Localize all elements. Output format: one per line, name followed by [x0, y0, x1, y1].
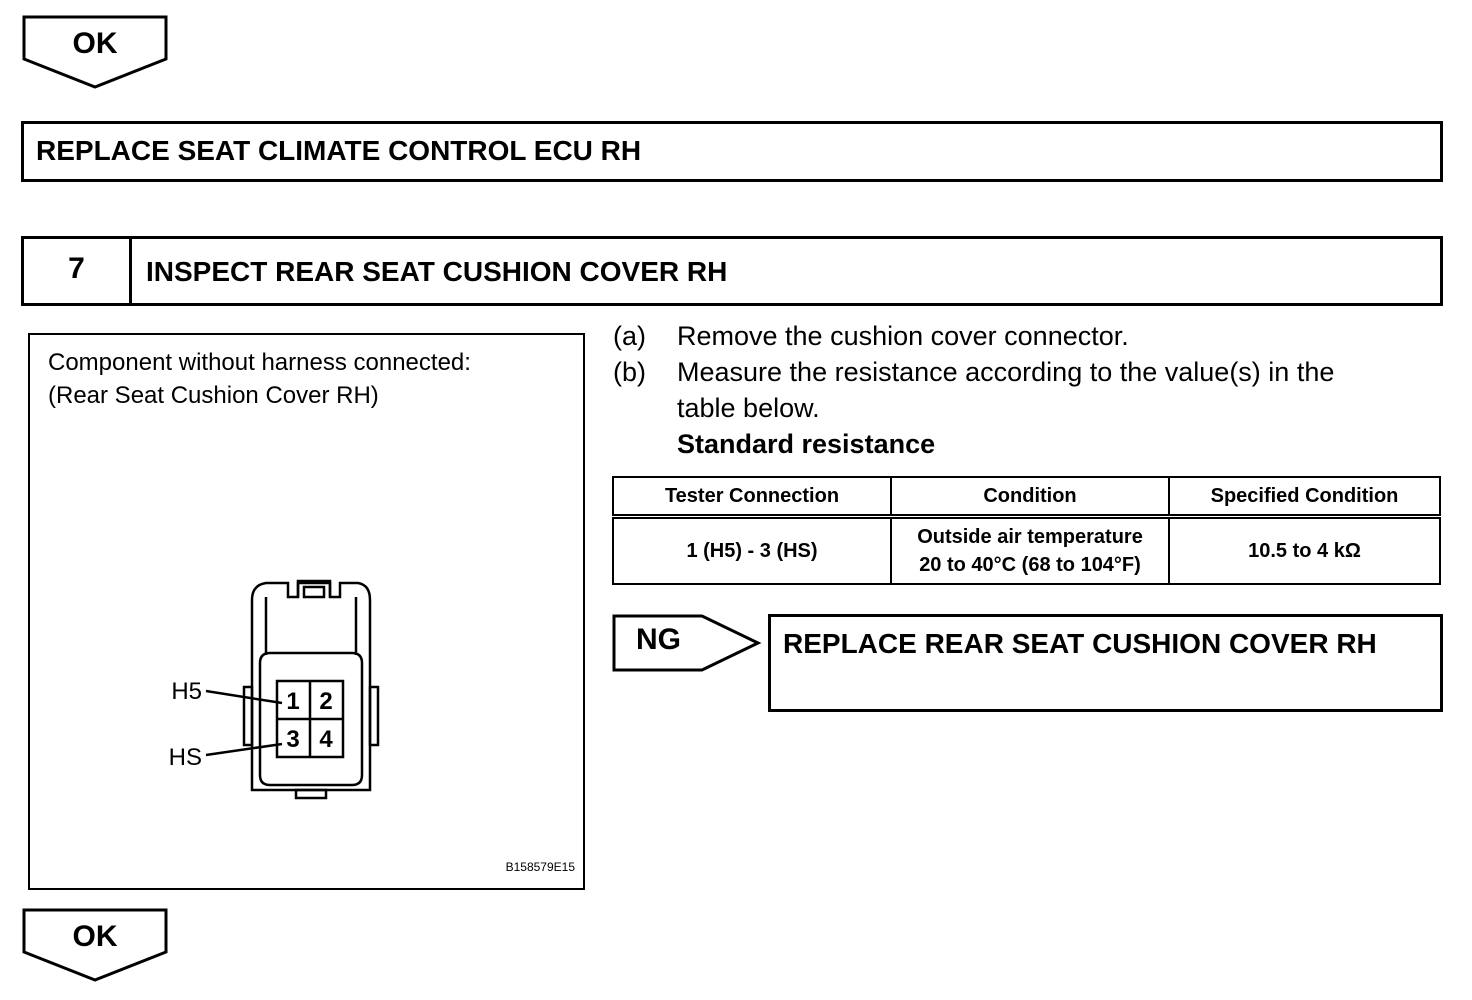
instruction-a-letter: (a) — [613, 321, 646, 351]
ng-flag — [612, 614, 762, 672]
figure-id: B158579E15 — [505, 860, 575, 874]
ok-flag-bottom — [22, 908, 168, 982]
ng-arrow-right-icon — [612, 614, 762, 672]
pin-3-label: 3 — [286, 726, 300, 753]
step-header — [21, 236, 1443, 306]
ng-action-box — [768, 614, 1443, 712]
callout-hs: HS — [168, 744, 202, 771]
pin-1-label: 1 — [286, 688, 300, 715]
cell-condition-line1: Outside air temperature — [917, 526, 1143, 548]
ng-action-text: REPLACE REAR SEAT CUSHION COVER RH — [783, 628, 1377, 659]
ok-flag-top — [22, 15, 168, 89]
replace-ecu-text: REPLACE SEAT CLIMATE CONTROL ECU RH — [36, 135, 642, 166]
standard-resistance-table — [612, 476, 1441, 585]
cell-connection: 1 (H5) - 3 (HS) — [613, 517, 891, 585]
connector-drawing — [30, 335, 583, 888]
cell-condition-line2: 20 to 40°C (68 to 104°F) — [919, 554, 1141, 576]
step-number: 7 — [24, 239, 132, 303]
cell-condition — [891, 517, 1169, 585]
header-specified-condition: Specified Condition — [1169, 477, 1440, 517]
table-header-row — [613, 477, 1440, 517]
pin-4-label: 4 — [319, 726, 333, 753]
standard-resistance-heading: Standard resistance — [677, 429, 936, 459]
figure-caption-line1: Component without harness connected: — [48, 349, 471, 376]
callout-h5: H5 — [171, 678, 202, 705]
header-condition: Condition — [891, 477, 1169, 517]
instruction-b-text-1: Measure the resistance according to the value(s) in the — [677, 357, 1335, 387]
instruction-a-text: Remove the cushion cover connector. — [677, 321, 1129, 351]
table-row — [613, 517, 1440, 585]
header-tester-connection: Tester Connection — [613, 477, 891, 517]
ng-label: NG — [636, 623, 681, 656]
connector-figure — [28, 333, 585, 890]
step-title: INSPECT REAR SEAT CUSHION COVER RH — [146, 256, 728, 287]
instruction-b-letter: (b) — [613, 357, 646, 387]
ok-label-top: OK — [72, 27, 118, 60]
instruction-b-text-2: table below. — [677, 393, 820, 423]
replace-ecu-box — [21, 121, 1443, 182]
ok-label-bottom: OK — [72, 920, 118, 953]
pin-2-label: 2 — [319, 688, 333, 715]
figure-caption-line2: (Rear Seat Cushion Cover RH) — [48, 382, 379, 409]
cell-specified: 10.5 to 4 kΩ — [1169, 517, 1440, 585]
